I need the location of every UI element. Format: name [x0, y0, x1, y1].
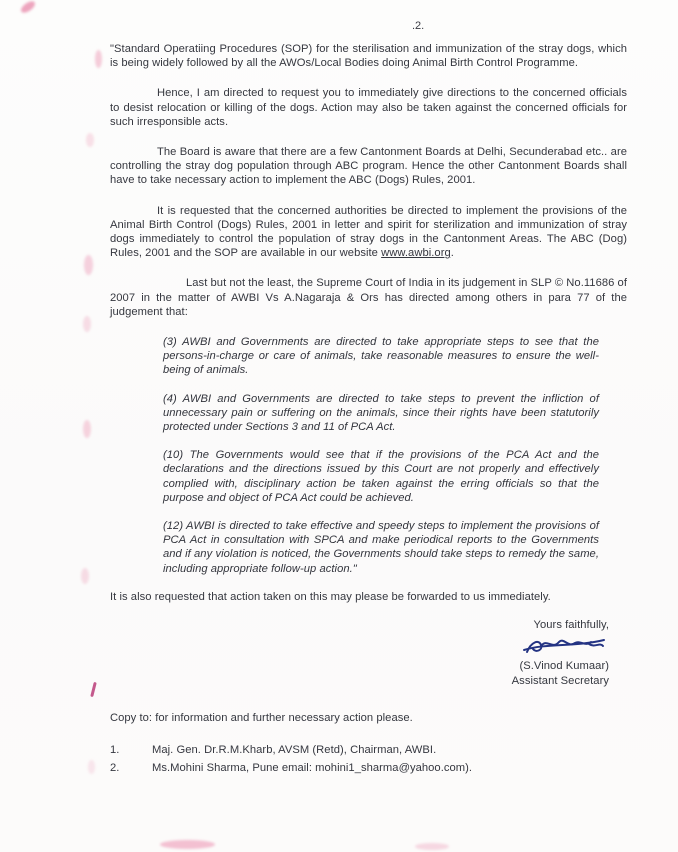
- copy-to-item-1: [110, 743, 627, 757]
- quote-para-4: (4) AWBI and Governments are directed to take steps to prevent the infliction of unnecessary pain or suffering on the animals, since their rights have been statutorily protected under Sections 3 and 11 of PCA Act.: [163, 392, 599, 434]
- paragraph-abc-rules-text: It is requested that the concerned authorities be directed to implement the provisions of the Animal Birth Control (Dogs) Rules, 2001 in letter and spirit for sterilization and immunization of stray dogs immediately to control the population of stray dogs in the Cantonment Areas. The ABC (Dog) Rules, 2001 and the SOP are available in our website: [110, 204, 627, 260]
- scan-mark-edge-1: [95, 50, 102, 68]
- scan-mark-edge-4: [83, 316, 91, 332]
- paragraph-abc-rules-period: .: [450, 247, 454, 260]
- copy-to-item-2-text: Ms.Mohini Sharma, Pune email: mohini1_sharma@yahoo.com).: [152, 761, 473, 774]
- copy-to-item-1-text: Maj. Gen. Dr.R.M.Kharb, AVSM (Retd), Chairman, AWBI.: [152, 744, 437, 757]
- closing-block: [110, 618, 627, 689]
- scan-mark-edge-6: [81, 568, 89, 584]
- pen-mark: [90, 682, 97, 697]
- letter-body: [110, 42, 627, 778]
- copy-to-list: [110, 743, 627, 774]
- signature: [521, 635, 607, 659]
- paragraph-action-forward: It is also requested that action taken on this may please be forwarded to us immediately.: [110, 590, 551, 603]
- closing-salutation: Yours faithfully,: [533, 619, 609, 632]
- quote-para-12: (12) AWBI is directed to take effective and speedy steps to implement the provisions of PCA Act in consultation with SPCA and make periodical reports to the Governments and if any violation is noticed, the Governments should take steps to remedy the same, including appropriate follow-up action.": [163, 520, 599, 575]
- paragraph-sop: "Standard Operatiing Procedures (SOP) for the sterilisation and immunization of the stray dogs, which is being widely followed by all the AWOs/Local Bodies doing Animal Birth Control Programme.: [110, 43, 627, 70]
- scan-mark-edge-7: [88, 760, 95, 774]
- closing-name: (S.Vinod Kumaar): [519, 660, 609, 673]
- quote-para-10: (10) The Governments would see that if the provisions of the PCA Act and the declarations and the directions issued by this Court are not properly and effectively complied with, disciplinary action be taken against the erring officials so that the purpose and object of PCA Act could be achieved.: [163, 449, 599, 504]
- scan-mark-bottom-2: [415, 843, 449, 850]
- paragraph-cantonment-boards: The Board is aware that there are a few Cantonment Boards at Delhi, Secunderabad etc.. are controlling the stray dog population through ABC program. Hence the other Cantonment Boards shall have to take necessary action to implement the ABC (Dogs) Rules, 2001.: [110, 146, 627, 187]
- paragraph-abc-rules: [110, 204, 627, 261]
- paragraph-hence: Hence, I am directed to request you to immediately give directions to the concerned officials to desist relocation or killing of the dogs. Action may also be taken against the concerned officials for such irresponsible acts.: [110, 87, 627, 128]
- copy-to-item-2-number: 2.: [110, 761, 120, 774]
- scan-mark-edge-3: [84, 255, 93, 275]
- copy-to-heading: Copy to: for information and further necessary action please.: [110, 712, 413, 725]
- awbi-website-link[interactable]: www.awbi.org: [381, 247, 451, 260]
- paragraph-supreme-court: Last but not the least, the Supreme Court of India in its judgement in SLP © No.11686 of 2007 in the matter of AWBI Vs A.Nagaraja & Ors has directed among others in para 77 of the judgement that:: [110, 277, 627, 318]
- scan-mark-edge-2: [86, 133, 94, 147]
- copy-to-item-1-number: 1.: [110, 744, 120, 757]
- scan-mark-edge-5: [83, 420, 91, 438]
- page-number: .2.: [412, 20, 425, 32]
- judgement-quotes: [163, 335, 599, 576]
- scan-mark-corner: [19, 0, 37, 15]
- copy-to-item-2: [110, 761, 627, 775]
- scan-mark-bottom-1: [160, 840, 215, 849]
- closing-title: Assistant Secretary: [511, 675, 609, 688]
- quote-para-3: (3) AWBI and Governments are directed to take appropriate steps to see that the persons-in-charge or care of animals, take reasonable measures to ensure the well-being of animals.: [163, 336, 599, 377]
